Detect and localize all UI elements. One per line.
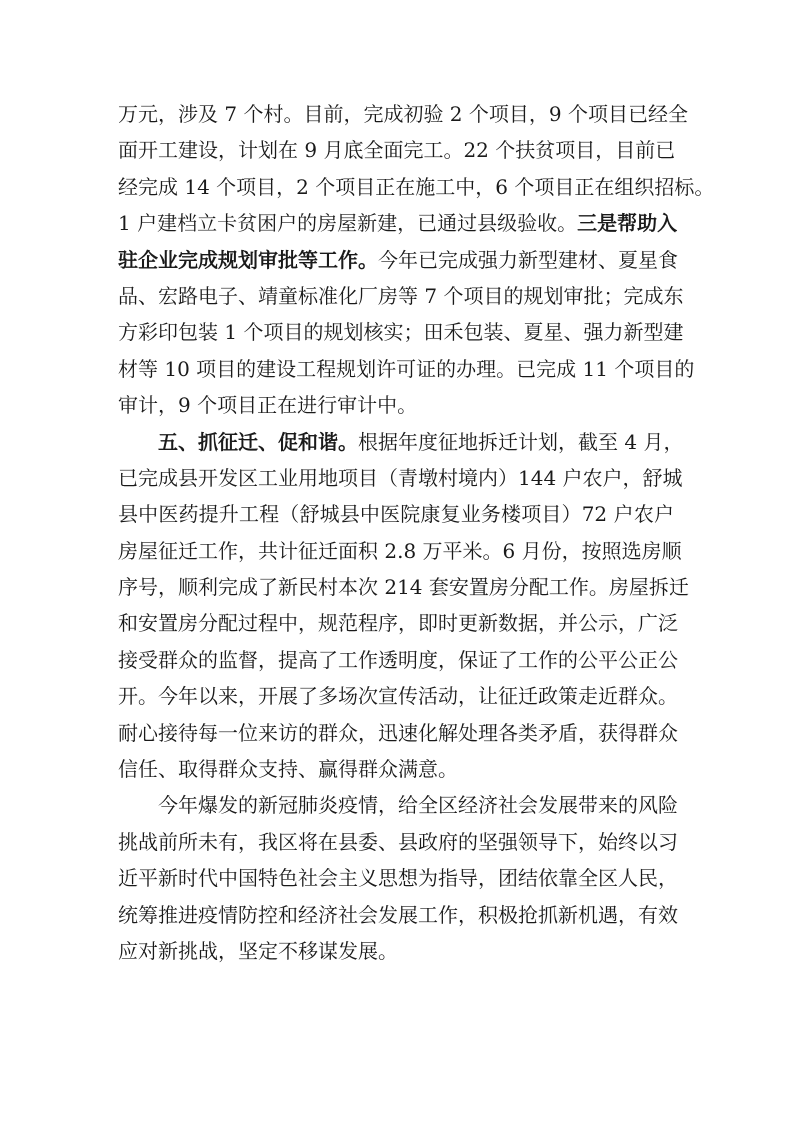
- text-line: [118, 242, 678, 278]
- text-line: [118, 751, 674, 787]
- text-segment: 接受群众的监督，提高了工作透明度，保证了工作的公平公正公: [118, 647, 678, 672]
- text-segment: 面开工建设，计划在 9 月底全面完工。22 个扶贫项目，目前已: [118, 138, 676, 163]
- text-segment: 今年爆发的新冠肺炎疫情，给全区经济社会发展带来的风险: [158, 793, 678, 818]
- text-segment: 和安置房分配过程中，规范程序，即时更新数据，并公示，广泛: [118, 611, 678, 636]
- text-line: [118, 205, 678, 241]
- text-line: [118, 314, 684, 350]
- text-segment: 应对新挑战，坚定不移谋发展。: [118, 938, 398, 963]
- text-segment: 1 户建档立卡贫困户的房屋新建，已通过县级验收。: [118, 211, 578, 236]
- text-line: [118, 824, 678, 860]
- text-line: [118, 642, 678, 678]
- text-segment: 近平新时代中国特色社会主义思想为指导，团结依靠全区人民，: [118, 866, 678, 891]
- text-line: [118, 351, 695, 387]
- text-segment: 房屋征迁工作，共计征迁面积 2.8 万平米。6 月份，按照选房顺: [118, 538, 682, 563]
- text-segment: 县中医药提升工程（舒城县中医院康复业务楼项目）72 户农户: [118, 502, 674, 527]
- text-line: [118, 605, 678, 641]
- text-segment: 耐心接待每一位来访的群众，迅速化解处理各类矛盾，获得群众: [118, 720, 678, 745]
- text-segment: 经完成 14 个项目，2 个项目正在施工中，6 个项目正在组织招标。: [118, 174, 715, 199]
- text-line: [118, 860, 678, 896]
- text-line: [118, 460, 683, 496]
- text-line: [118, 132, 674, 168]
- text-line: [118, 387, 674, 423]
- text-line: [118, 496, 674, 532]
- paragraph-3: [118, 787, 678, 969]
- bold-heading-text: 三是帮助入: [577, 211, 678, 236]
- text-line: [118, 897, 678, 933]
- text-line: [118, 569, 689, 605]
- text-line: [118, 933, 674, 969]
- text-line: [118, 424, 684, 460]
- text-line: [118, 278, 684, 314]
- text-line: [118, 96, 688, 132]
- text-segment: 根据年度征地拆迁计划，截至 4 月，: [358, 429, 684, 454]
- text-segment: 信任、取得群众支持、赢得群众满意。: [118, 757, 458, 782]
- text-line: [118, 715, 678, 751]
- bold-heading-text: 驻企业完成规划审批等工作。: [118, 247, 378, 272]
- text-segment: 材等 10 项目的建设工程规划许可证的办理。已完成 11 个项目的: [118, 356, 695, 381]
- paragraph-1: [118, 96, 715, 424]
- text-line: [118, 533, 682, 569]
- text-segment: 统筹推进疫情防控和经济社会发展工作，积极抢抓新机遇，有效: [118, 902, 678, 927]
- text-segment: 开。今年以来，开展了多场次宣传活动，让征迁政策走近群众。: [118, 684, 678, 709]
- document-page: [118, 96, 715, 969]
- text-line: [118, 787, 678, 823]
- section-heading: 五、抓征迁、促和谐。: [158, 429, 358, 454]
- text-segment: 品、宏路电子、靖童标准化厂房等 7 个项目的规划审批；完成东: [118, 283, 684, 308]
- text-segment: 今年已完成强力新型建材、夏星食: [378, 247, 678, 272]
- text-line: [118, 169, 715, 205]
- text-segment: 已完成县开发区工业用地项目（青墩村境内）144 户农户，舒城: [118, 465, 683, 490]
- text-segment: 万元，涉及 7 个村。目前，完成初验 2 个项目，9 个项目已经全: [118, 102, 688, 126]
- text-segment: 挑战前所未有，我区将在县委、县政府的坚强领导下，始终以习: [118, 829, 678, 854]
- text-segment: 序号，顺利完成了新民村本次 214 套安置房分配工作。房屋拆迁: [118, 575, 689, 600]
- text-line: [118, 678, 678, 714]
- text-segment: 方彩印包装 1 个项目的规划核实；田禾包装、夏星、强力新型建: [118, 320, 684, 345]
- text-segment: 审计，9 个项目正在进行审计中。: [118, 393, 418, 418]
- paragraph-2: [118, 424, 689, 788]
